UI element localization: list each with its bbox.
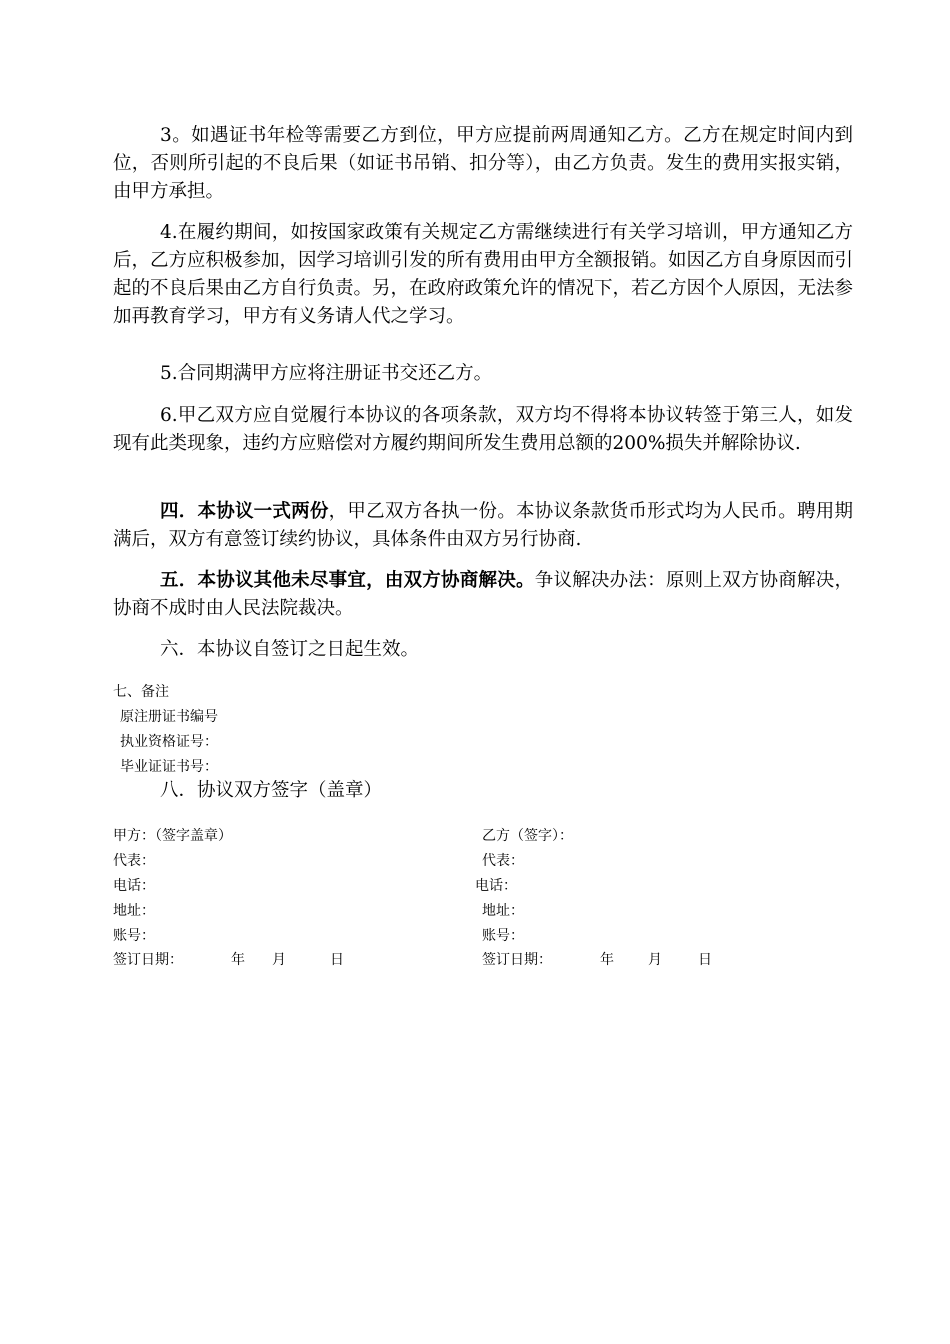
party-b-month: 月 xyxy=(648,952,662,968)
section-5-heading: 五．本协议其他未尽事宜，由双方协商解决。 xyxy=(160,570,535,591)
party-b-phone: 电话： xyxy=(475,878,517,894)
party-b-title: 乙方（签字）： xyxy=(482,828,573,844)
party-b-day: 日 xyxy=(698,952,712,968)
clause-6: 6.甲乙双方应自觉履行本协议的各项条款，双方均不得将本协议转签于第三人，如发现有此类现象，违约方应赔偿对方履约期间所发生费用总额的200%损失并解除协议. xyxy=(113,405,853,454)
section-4-heading: 四．本协议一式两份 xyxy=(160,501,329,522)
clause-5: 5.合同期满甲方应将注册证书交还乙方。 xyxy=(160,363,493,384)
remarks-title: 七、备注 xyxy=(113,684,169,700)
section-4 xyxy=(113,498,853,554)
party-b-date-label: 签订日期： xyxy=(482,952,552,968)
section-6: 六．本协议自签订之日起生效。 xyxy=(160,639,420,660)
clause-4: 4.在履约期间，如按国家政策有关规定乙方需继续进行有关学习培训，甲方通知乙方后，乙方应积极参加，因学习培训引发的所有费用由甲方全额报销。如因乙方自身原因而引起的不良后果由乙方自行负责。另，在政府政策允许的情况下，若乙方因个人原因，无法参加再教育学习，甲方有义务请人代之学习。 xyxy=(113,222,854,327)
remarks-qualification-number: 执业资格证号： xyxy=(120,734,218,750)
section-8-heading: 八．协议双方签字（盖章） xyxy=(160,780,383,801)
party-a-rep: 代表： xyxy=(113,853,155,869)
party-a-title: 甲方：（签字盖章） xyxy=(113,828,232,844)
party-b-year: 年 xyxy=(600,952,614,968)
party-a-account: 账号： xyxy=(113,928,155,944)
party-a-day: 日 xyxy=(330,952,344,968)
remarks-diploma-number: 毕业证证书号： xyxy=(120,759,218,775)
party-b-account: 账号： xyxy=(482,928,524,944)
party-a-address: 地址： xyxy=(113,903,155,919)
party-b-address: 地址： xyxy=(482,903,524,919)
remarks-cert-number: 原注册证书编号 xyxy=(120,709,218,725)
party-a-date xyxy=(113,951,344,969)
section-5-text: 争议解决办法：原则上双方协商解决，协商不成时由人民法院裁决。 xyxy=(113,570,853,619)
party-a-date-label: 签订日期： xyxy=(113,952,183,968)
party-a-year: 年 xyxy=(231,952,245,968)
party-a-month: 月 xyxy=(272,952,286,968)
section-5 xyxy=(113,567,853,623)
clause-3: 3。如遇证书年检等需要乙方到位，甲方应提前两周通知乙方。乙方在规定时间内到位，否则所引起的不良后果（如证书吊销、扣分等），由乙方负责。发生的费用实报实销，由甲方承担。 xyxy=(113,125,853,202)
party-b-date xyxy=(482,951,712,969)
party-b-rep: 代表： xyxy=(482,853,524,869)
party-a-phone: 电话： xyxy=(113,878,155,894)
section-4-text: ，甲乙双方各执一份。本协议条款货币形式均为人民币。聘用期满后，双方有意签订续约协议，具体条件由双方另行协商. xyxy=(113,501,853,550)
